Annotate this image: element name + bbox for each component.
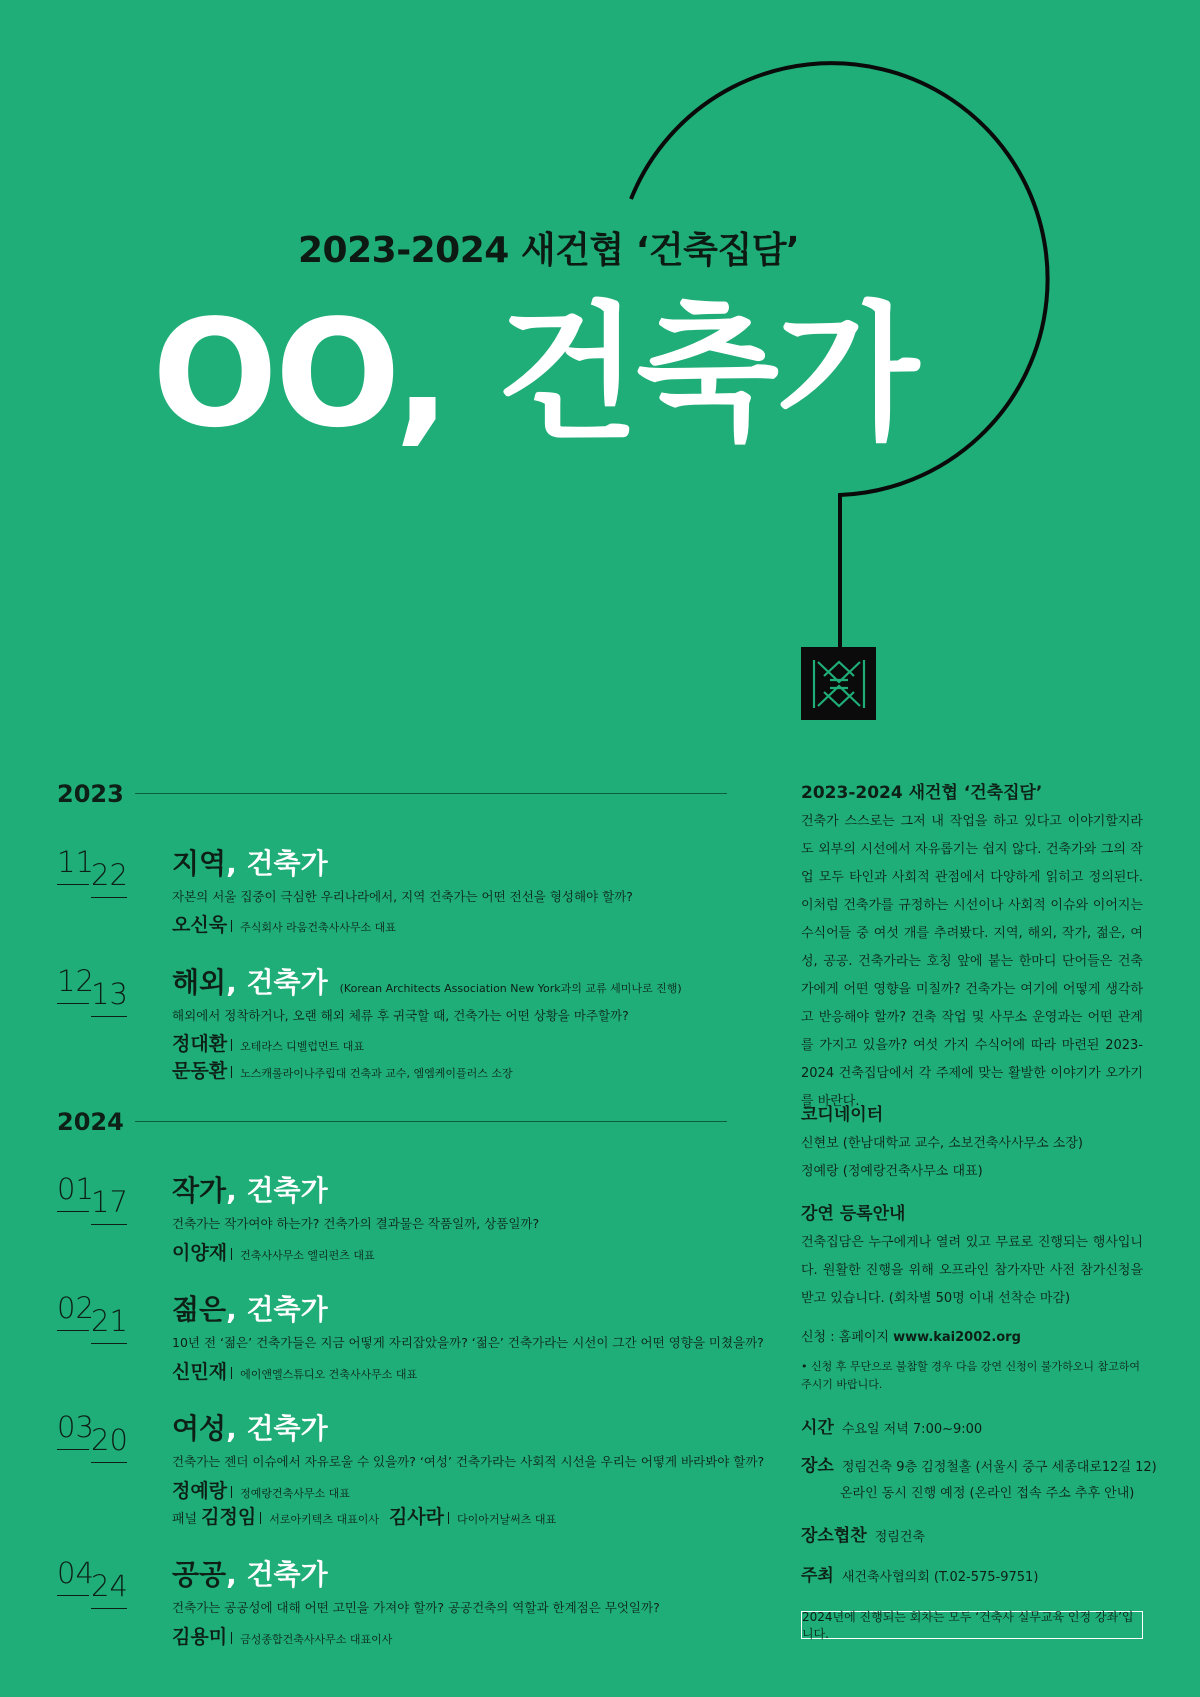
apply-line: [801, 1326, 1143, 1345]
apply-label: 신청 : 홈페이지: [801, 1330, 894, 1345]
time-label: 시간: [801, 1418, 834, 1438]
place-row: [801, 1451, 1157, 1476]
session-date: [57, 964, 127, 1014]
session-title: [172, 842, 328, 882]
place-value: 정림건축 9층 김정철홀 (서울시 중구 세종대로12길 12): [841, 1460, 1157, 1475]
time-value: 수요일 저녁 7:00~9:00: [841, 1422, 983, 1437]
sponsor-row: [801, 1521, 925, 1546]
session-title: [172, 1553, 328, 1593]
year-2023-label: 2023: [57, 780, 124, 808]
session-month: 11: [57, 845, 94, 879]
session-month: 12: [57, 964, 94, 998]
session-day: 17: [91, 1185, 128, 1219]
session-day: 20: [91, 1423, 128, 1457]
coordinator-item: 정예랑 (정예랑건축사무소 대표): [801, 1164, 983, 1179]
accreditation-note: 2024년에 진행되는 회차는 모두 ‘건축사 실무교육 인정 강좌’입니다.: [801, 1611, 1143, 1639]
session-keyword: 젊은: [172, 1293, 227, 1326]
registration-body: 건축집담은 누구에게나 열려 있고 무료로 진행되는 행사입니다. 원활한 진행을 위해 오프라인 참가자만 사전 참가신청을 받고 있습니다. (회차별 50명 이내 선착순 마감): [801, 1235, 1143, 1306]
speaker: [172, 1238, 375, 1265]
speaker-name: 오신욱: [172, 914, 228, 936]
registration-heading: 강연 등록안내: [801, 1204, 906, 1224]
session-day: 24: [91, 1569, 128, 1603]
sponsor-label: 장소협찬: [801, 1526, 867, 1546]
session-day: 13: [91, 977, 128, 1011]
speaker-name: 김용미: [172, 1626, 228, 1648]
speaker-name: 김사라: [388, 1506, 445, 1528]
session-date: [57, 1291, 127, 1341]
session-keyword: 해외: [172, 966, 227, 999]
speaker: [172, 910, 396, 937]
host-value: 새건축사협의회 (T.02-575-9751): [841, 1570, 1039, 1585]
session-title: [172, 961, 682, 1001]
event-subtitle: 2023-2024 새건협 ‘건축집담’: [298, 230, 800, 271]
speaker-affiliation: 노스캐롤라이나주립대 건축과 교수, 엠엠케이플러스 소장: [240, 1067, 513, 1080]
speaker-name: 김정임: [201, 1506, 257, 1528]
session-question: 자본의 서울 집중이 극심한 우리나라에서, 지역 건축가는 어떤 전선을 형성해야 할까?: [172, 889, 633, 904]
session-title-suffix: , 건축가: [226, 847, 328, 880]
speaker: [172, 1622, 392, 1649]
session-month: 02: [57, 1291, 94, 1325]
speaker-affiliation: 에이앤엘스튜디오 건축사사무소 대표: [240, 1368, 418, 1381]
session-question: 건축가는 작가여야 하는가? 건축가의 결과물은 작품일까, 상품일까?: [172, 1216, 540, 1231]
coordinator-item: 신현보 (한남대학교 교수, 소보건축사사무소 소장): [801, 1136, 1083, 1151]
session-question: 해외에서 정착하거나, 오랜 해외 체류 후 귀국할 때, 건축가는 어떤 상황을 마주할까?: [172, 1008, 629, 1023]
host-row: [801, 1561, 1038, 1586]
session-title-suffix: , 건축가: [226, 1293, 328, 1326]
place-online: 온라인 동시 진행 예정 (온라인 접속 주소 추후 안내): [840, 1486, 1135, 1501]
session-keyword: 지역: [172, 847, 227, 880]
speaker-affiliation: 오테라스 디벨럽먼트 대표: [240, 1040, 364, 1053]
session-month: 03: [57, 1410, 94, 1444]
session-title-suffix: , 건축가: [226, 1174, 328, 1207]
speaker-affiliation: 주식회사 라움건축사사무소 대표: [240, 921, 396, 934]
speaker: [172, 1056, 513, 1083]
session-question: 건축가는 공공성에 대해 어떤 고민을 가져야 할까? 공공건축의 역할과 한계점은 무엇일까?: [172, 1600, 660, 1615]
session-date: [57, 1172, 127, 1222]
divider: [135, 793, 727, 794]
session-date: [57, 1410, 127, 1460]
panel-speakers: [172, 1502, 556, 1529]
speaker: [172, 1476, 350, 1503]
session-title: [172, 1288, 328, 1328]
session-day: 21: [91, 1304, 128, 1338]
session-title-suffix: , 건축가: [226, 1558, 328, 1591]
time-row: [801, 1413, 982, 1438]
speaker: [172, 1357, 417, 1384]
panel-label: 패널: [172, 1512, 198, 1527]
speaker-name: 이양재: [172, 1242, 228, 1264]
place-label: 장소: [801, 1456, 834, 1476]
sponsor-value: 정림건축: [874, 1530, 925, 1545]
intro-heading: 2023-2024 새건협 ‘건축집담’: [801, 783, 1043, 803]
speaker-affiliation: 서로아키텍츠 대표이사: [269, 1513, 379, 1526]
kai-logo: [801, 647, 876, 720]
speaker-name: 정예랑: [172, 1480, 228, 1502]
session-title: [172, 1407, 328, 1447]
speaker-affiliation: 건축사사무소 엘리펀츠 대표: [240, 1249, 375, 1262]
session-date: [57, 1556, 127, 1606]
speaker-name: 문동환: [172, 1060, 228, 1082]
session-title-suffix: , 건축가: [226, 1412, 328, 1445]
session-keyword: 공공: [172, 1558, 227, 1591]
session-month: 04: [57, 1556, 94, 1590]
session-keyword: 작가: [172, 1174, 227, 1207]
speaker-affiliation: 금성종합건축사사무소 대표이사: [240, 1633, 393, 1646]
main-title: OO, 건축가: [152, 288, 917, 460]
host-label: 주최: [801, 1566, 834, 1586]
speaker-name: 신민재: [172, 1361, 228, 1383]
session-date: [57, 845, 127, 895]
session-title-suffix: , 건축가: [226, 966, 328, 999]
year-2024-label: 2024: [57, 1108, 124, 1136]
intro-body: 건축가 스스로는 그저 내 작업을 하고 있다고 이야기할지라도 외부의 시선에서 자유롭기는 쉽지 않다. 건축가와 그의 작업 모두 타인과 사회적 관점에서 다양하게 읽히고 정의된다. 이처럼 건축가를 규정하는 시선이나 사회적 이슈와 이어지는 수식어들 중 여섯 개를 추려봤다. 지역, 해외, 작가, 젊은, 여성, 공공. 건축가라는 호칭 앞에 붙는 한마디 단어들은 건축가에게 어떤 영향을 미칠까? 건축가는 여기에 어떻게 생각하고 반응해야 할까? 건축 작업 및 사무소 운영과는 어떤 관계를 가지고 있을까? 여섯 가지 수식어에 따라 마련된 2023-2024 건축집담에서 각 주제에 맞는 활발한 이야기가 오가기를 바란다.: [801, 814, 1143, 1109]
kai-logo-mark: [808, 654, 870, 714]
apply-url-link[interactable]: www.kai2002.org: [893, 1330, 1021, 1345]
session-question: 10년 전 ‘젊은’ 건축가들은 지금 어떻게 자리잡았을까? ‘젊은’ 건축가라는 시선이 그간 어떤 영향을 미쳤을까?: [172, 1335, 764, 1350]
session-day: 22: [91, 858, 128, 892]
session-note: (Korean Architects Association New York과의 교류 세미나로 진행): [339, 982, 682, 995]
speaker-affiliation: 정예랑건축사무소 대표: [240, 1487, 350, 1500]
speaker: [172, 1029, 364, 1056]
session-title: [172, 1169, 328, 1209]
session-keyword: 여성: [172, 1412, 227, 1445]
session-question: 건축가는 젠더 이슈에서 자유로울 수 있을까? ‘여성’ 건축가라는 사회적 시선을 우리는 어떻게 바라봐야 할까?: [172, 1454, 765, 1469]
speaker-name: 정대환: [172, 1033, 228, 1055]
divider: [135, 1121, 727, 1122]
session-month: 01: [57, 1172, 94, 1206]
registration-notice: • 신청 후 무단으로 불참할 경우 다음 강연 신청이 불가하오니 참고하여 주시기 바랍니다.: [801, 1360, 1140, 1391]
coordinator-heading: 코디네이터: [801, 1105, 884, 1125]
speaker-affiliation: 다이아거날써츠 대표: [457, 1513, 557, 1526]
